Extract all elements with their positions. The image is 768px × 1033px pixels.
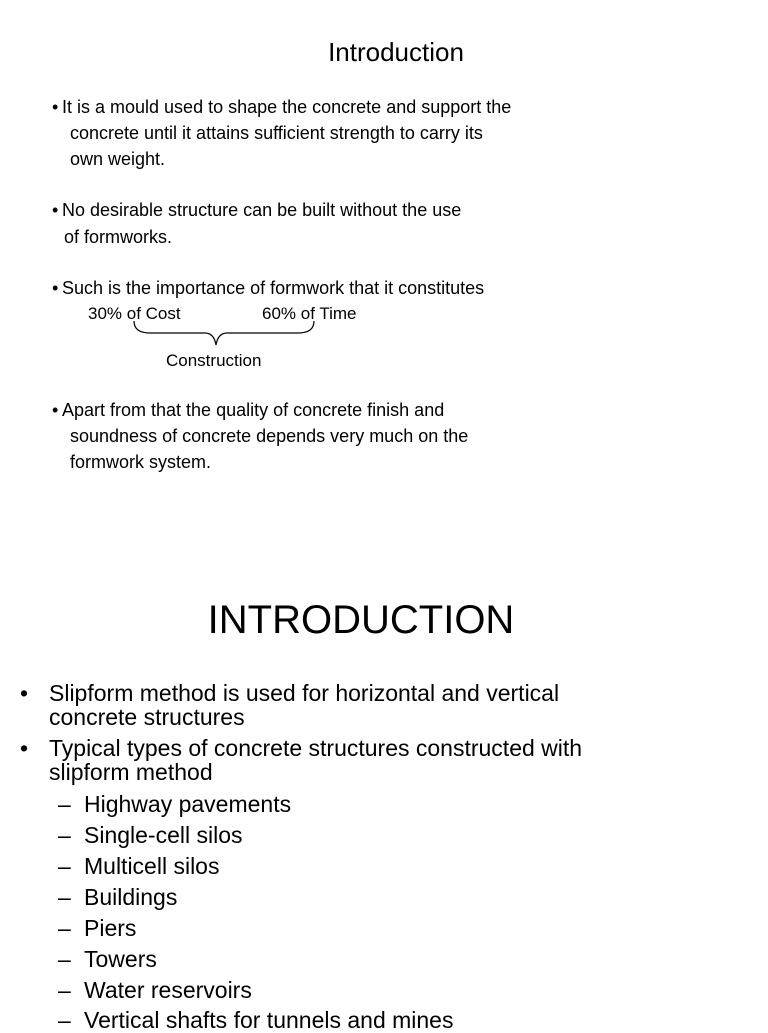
bullet-marker: • [20, 735, 29, 761]
dash-marker: – [58, 946, 71, 972]
paragraph-2-line-1: No desirable structure can be built without the use [62, 200, 462, 220]
bullet-marker: • [52, 200, 59, 220]
bullet-paragraph-4 [52, 397, 444, 423]
bullet-marker: • [52, 278, 59, 298]
bullet-2-line-2: slipform method [49, 759, 213, 785]
bullet-paragraph-3 [52, 275, 484, 301]
paragraph-4-line-1: Apart from that the quality of concrete finish and [62, 400, 445, 420]
cost-label: 30% of Cost [88, 304, 181, 323]
list-item: Multicell silos [84, 853, 220, 879]
paragraph-4-line-2: soundness of concrete depends very much on the [70, 426, 469, 446]
bullet-marker: • [20, 680, 29, 706]
dash-marker: – [58, 1007, 71, 1033]
dash-marker: – [58, 822, 71, 848]
slide-1-title: Introduction [328, 37, 464, 67]
list-item: Towers [84, 946, 157, 972]
dash-marker: – [58, 977, 71, 1003]
paragraph-1-line-1: It is a mould used to shape the concrete and support the [62, 97, 512, 117]
bullet-marker: • [52, 400, 59, 420]
time-label: 60% of Time [262, 304, 357, 323]
bullet-marker: • [52, 97, 59, 117]
bullet-1-line-2: concrete structures [49, 704, 245, 730]
paragraph-4-line-3: formwork system. [70, 452, 212, 472]
list-item: Piers [84, 915, 137, 941]
dash-marker: – [58, 853, 71, 879]
slide-2-title: INTRODUCTION [207, 598, 515, 642]
list-item: Highway pavements [84, 791, 292, 817]
bullet-paragraph-2 [52, 197, 461, 223]
list-item: Water reservoirs [84, 977, 252, 1003]
list-item: Single-cell silos [84, 822, 243, 848]
dash-marker: – [58, 915, 71, 941]
list-item: Vertical shafts for tunnels and mines [84, 1007, 454, 1033]
bullet-paragraph-1 [52, 94, 511, 120]
bullet-2-line-1: Typical types of concrete structures constructed with [49, 735, 583, 761]
paragraph-1-line-2: concrete until it attains sufficient strength to carry its [70, 123, 483, 143]
paragraph-2-line-2: of formworks. [64, 227, 173, 247]
list-item: Buildings [84, 884, 178, 910]
construction-label: Construction [166, 351, 262, 370]
paragraph-1-line-3: own weight. [70, 149, 166, 169]
paragraph-3-line-1: Such is the importance of formwork that it constitutes [62, 278, 485, 298]
dash-marker: – [58, 791, 71, 817]
dash-marker: – [58, 884, 71, 910]
bullet-1-line-1: Slipform method is used for horizontal and vertical [49, 680, 560, 706]
